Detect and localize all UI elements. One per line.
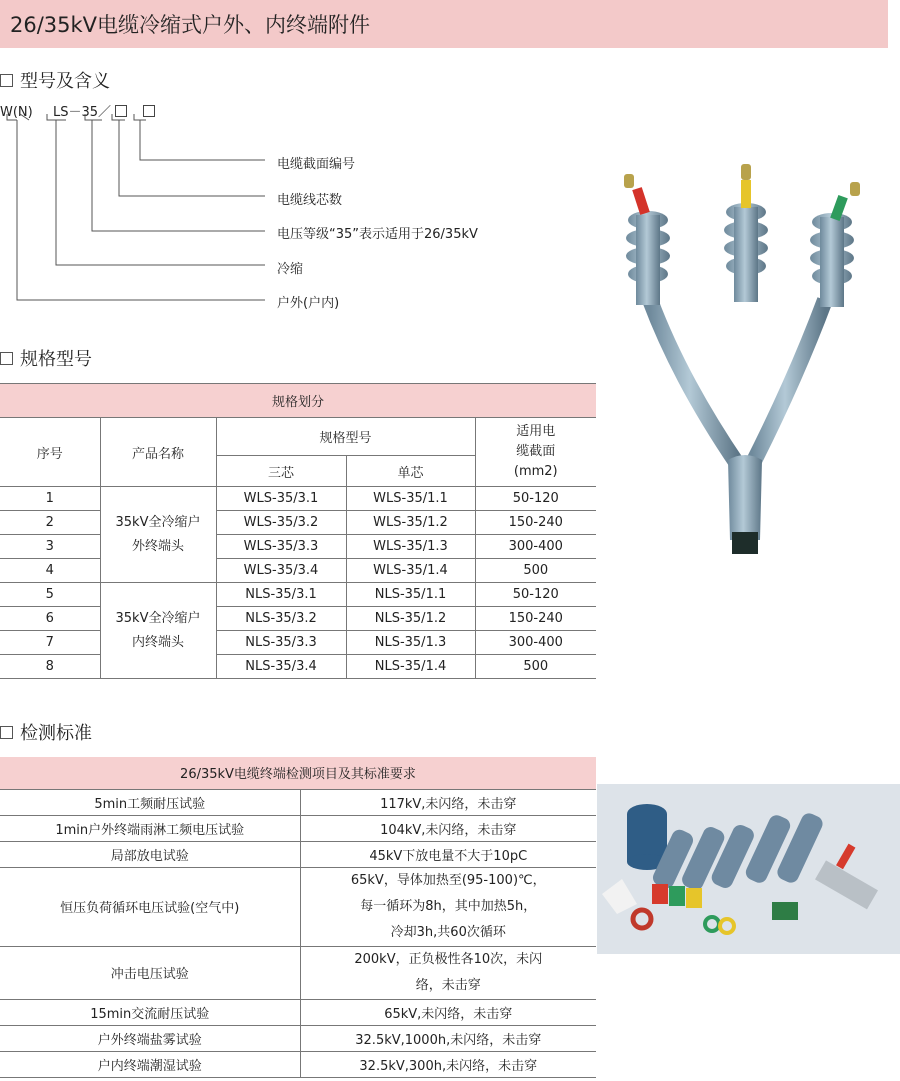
- title-bar: [0, 0, 888, 48]
- table-row: 7 NLS-35/3.3 NLS-35/1.3 300-400: [0, 631, 596, 655]
- table-row: 5 35kV全冷缩户 内终端头 NLS-35/3.1 NLS-35/1.1 50-120: [0, 583, 596, 607]
- model-legend-lines: [0, 112, 280, 312]
- spec-table: [0, 383, 596, 679]
- product-name-indoor: 35kV全冷缩户 内终端头: [100, 583, 216, 679]
- section-spec-heading: 规格型号: [0, 345, 92, 371]
- checkbox-icon: [0, 726, 13, 739]
- table-row: 2 WLS-35/3.2 WLS-35/1.2 150-240: [0, 511, 596, 535]
- table-row: 1 35kV全冷缩户 外终端头 WLS-35/3.1 WLS-35/1.1 50-120: [0, 487, 596, 511]
- legend-outdoor-indoor: 户外(户内): [277, 296, 340, 311]
- legend-core-count: 电缆线芯数: [277, 193, 343, 208]
- table-row: 4 WLS-35/3.4 WLS-35/1.4 500: [0, 559, 596, 583]
- checkbox-icon: [0, 74, 13, 87]
- checkbox-icon: [0, 352, 13, 365]
- section-model-heading: 型号及含义: [0, 67, 110, 93]
- legend-voltage: 电压等级“35”表示适用于26/35kV: [277, 227, 478, 242]
- table-row: 恒压负荷循环电压试验(空气中) 65kV，导体加热至(95-100)℃， 每一循环为8h，其中加热5h， 冷却3h,共60次循环: [0, 867, 596, 946]
- table-row: 3 WLS-35/3.3 WLS-35/1.3 300-400: [0, 535, 596, 559]
- cable-termination-image: [600, 160, 890, 560]
- table-row: 1min户外终端雨淋工频电压试验 104kV,未闪络，未击穿: [0, 815, 596, 841]
- header-no: 序号: [0, 418, 100, 487]
- table-row: 冲击电压试验 200kV，正负极性各10次，未闪 络，未击穿: [0, 946, 596, 999]
- test-table-caption: 26/35kV电缆终端检测项目及其标准要求: [0, 757, 596, 789]
- table-row: 15min交流耐压试验 65kV,未闪络，未击穿: [0, 999, 596, 1025]
- section-test-heading: 检测标准: [0, 719, 92, 745]
- header-section: 适用电 缆截面 (mm2): [475, 418, 596, 487]
- table-row: 户外终端盐雾试验 32.5kV,1000h,未闪络，未击穿: [0, 1025, 596, 1051]
- product-name-outdoor: 35kV全冷缩户 外终端头: [100, 487, 216, 583]
- legend-section-number: 电缆截面编号: [277, 157, 356, 172]
- header-single-core: 单芯: [346, 456, 475, 487]
- table-row: 8 NLS-35/3.4 NLS-35/1.4 500: [0, 655, 596, 679]
- legend-cold-shrink: 冷缩: [277, 262, 304, 277]
- table-row: 局部放电试验 45kV下放电量不大于10pC: [0, 841, 596, 867]
- table-row: 5min工频耐压试验 117kV,未闪络，未击穿: [0, 789, 596, 815]
- header-three-core: 三芯: [216, 456, 346, 487]
- spec-table-caption: 规格划分: [0, 384, 596, 418]
- table-row: 6 NLS-35/3.2 NLS-35/1.2 150-240: [0, 607, 596, 631]
- header-product-name: 产品名称: [100, 418, 216, 487]
- page-title: 26/35kV电缆冷缩式户外、内终端附件: [10, 13, 371, 37]
- header-model: 规格型号: [216, 418, 475, 456]
- model-code: W(N) LS－35／: [0, 101, 155, 120]
- accessory-kit-image: [597, 784, 900, 954]
- test-table: [0, 757, 596, 1078]
- table-row: 户内终端潮湿试验 32.5kV,300h,未闪络，未击穿: [0, 1051, 596, 1077]
